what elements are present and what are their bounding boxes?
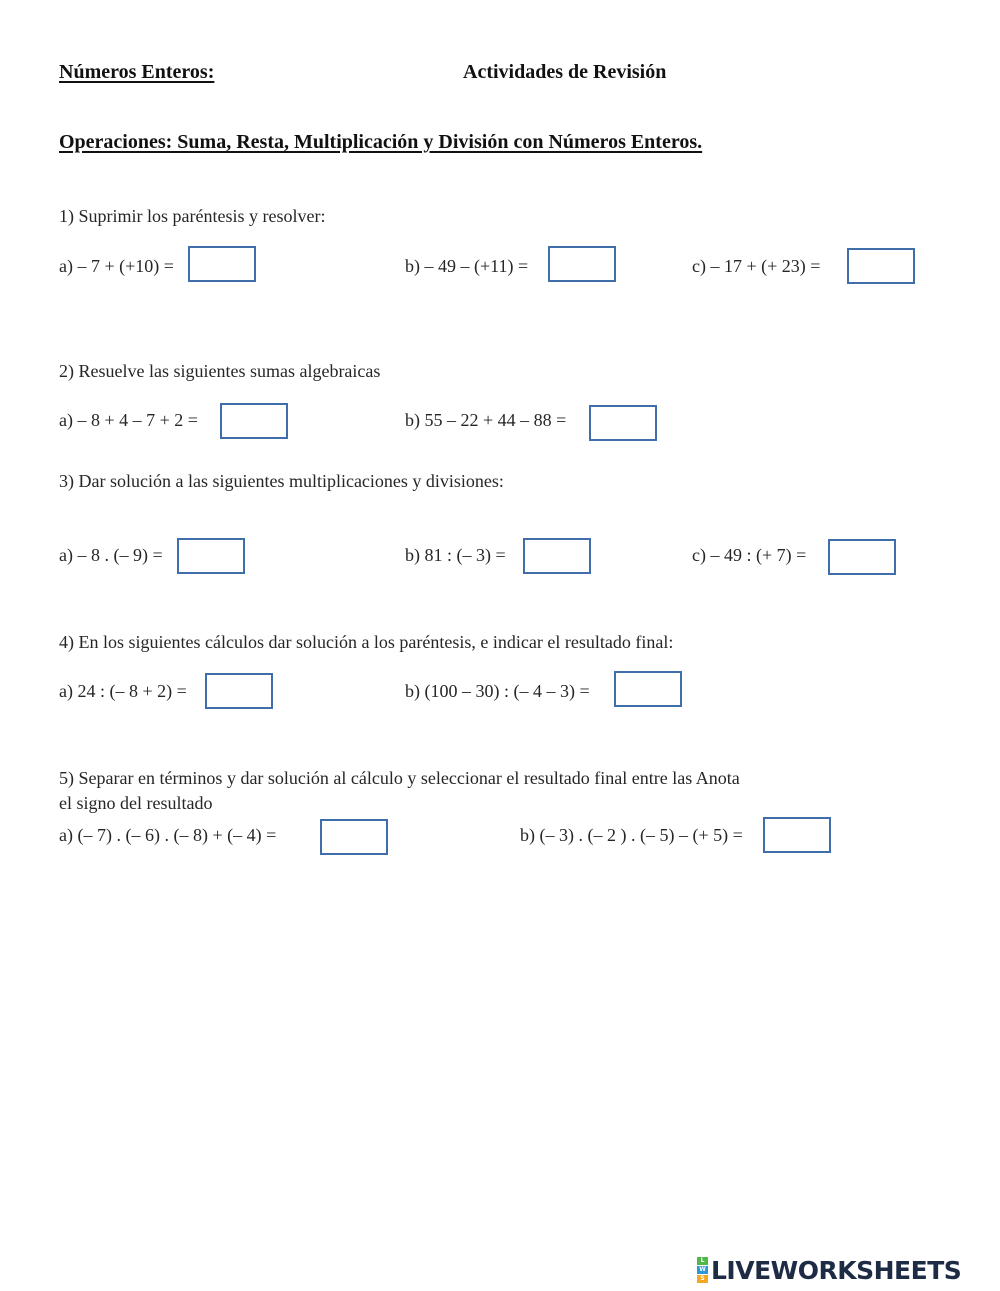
- exercise-5b-label: b) (– 3) . (– 2 ) . (– 5) – (+ 5) =: [520, 825, 743, 845]
- exercise-2a-label: a) – 8 + 4 – 7 + 2 =: [59, 410, 198, 430]
- exercise-3b-label: b) 81 : (– 3) =: [405, 545, 506, 565]
- exercise-1c-label: c) – 17 + (+ 23) =: [692, 256, 821, 276]
- exercise-2b-label: b) 55 – 22 + 44 – 88 =: [405, 410, 567, 430]
- logo-text: LIVEWORKSHEETS: [711, 1255, 962, 1285]
- answer-4b-input[interactable]: [614, 671, 682, 707]
- answer-2b-input[interactable]: [589, 405, 657, 441]
- exercise-1b-label: b) – 49 – (+11) =: [405, 256, 529, 276]
- answer-3a-input[interactable]: [177, 538, 245, 574]
- instruction-5-line2: el signo del resultado: [59, 793, 213, 813]
- instruction-2: 2) Resuelve las siguientes sumas algebraicas: [59, 361, 381, 381]
- exercise-5a-label: a) (– 7) . (– 6) . (– 8) + (– 4) =: [59, 825, 277, 845]
- worksheet-title: Actividades de Revisión: [463, 61, 667, 83]
- answer-5b-input[interactable]: [763, 817, 831, 853]
- logo-block-l: L: [697, 1257, 708, 1265]
- answer-4a-input[interactable]: [205, 673, 273, 709]
- exercise-3c-label: c) – 49 : (+ 7) =: [692, 545, 807, 565]
- logo-block-s: S: [697, 1275, 708, 1283]
- answer-1c-input[interactable]: [847, 248, 915, 284]
- exercise-4a-label: a) 24 : (– 8 + 2) =: [59, 681, 187, 701]
- answer-5a-input[interactable]: [320, 819, 388, 855]
- answer-2a-input[interactable]: [220, 403, 288, 439]
- worksheet-subtitle: Operaciones: Suma, Resta, Multiplicación y División con Números Enteros.: [59, 131, 703, 153]
- logo-block-w: W: [697, 1266, 708, 1274]
- instruction-4: 4) En los siguientes cálculos dar solución a los paréntesis, e indicar el resultado final:: [59, 632, 674, 652]
- liveworksheets-logo: [697, 1255, 961, 1285]
- answer-3b-input[interactable]: [523, 538, 591, 574]
- instruction-3: 3) Dar solución a las siguientes multiplicaciones y divisiones:: [59, 471, 504, 491]
- worksheet-topic: Números Enteros:: [59, 61, 215, 83]
- exercise-4b-label: b) (100 – 30) : (– 4 – 3) =: [405, 681, 590, 701]
- exercise-3a-label: a) – 8 . (– 9) =: [59, 545, 163, 565]
- instruction-5-line1: 5) Separar en términos y dar solución al cálculo y seleccionar el resultado final entre las Anota: [59, 768, 740, 788]
- exercise-1a-label: a) – 7 + (+10) =: [59, 256, 174, 276]
- logo-blocks-icon: [697, 1257, 708, 1283]
- instruction-1: 1) Suprimir los paréntesis y resolver:: [59, 206, 326, 226]
- answer-1a-input[interactable]: [188, 246, 256, 282]
- answer-1b-input[interactable]: [548, 246, 616, 282]
- answer-3c-input[interactable]: [828, 539, 896, 575]
